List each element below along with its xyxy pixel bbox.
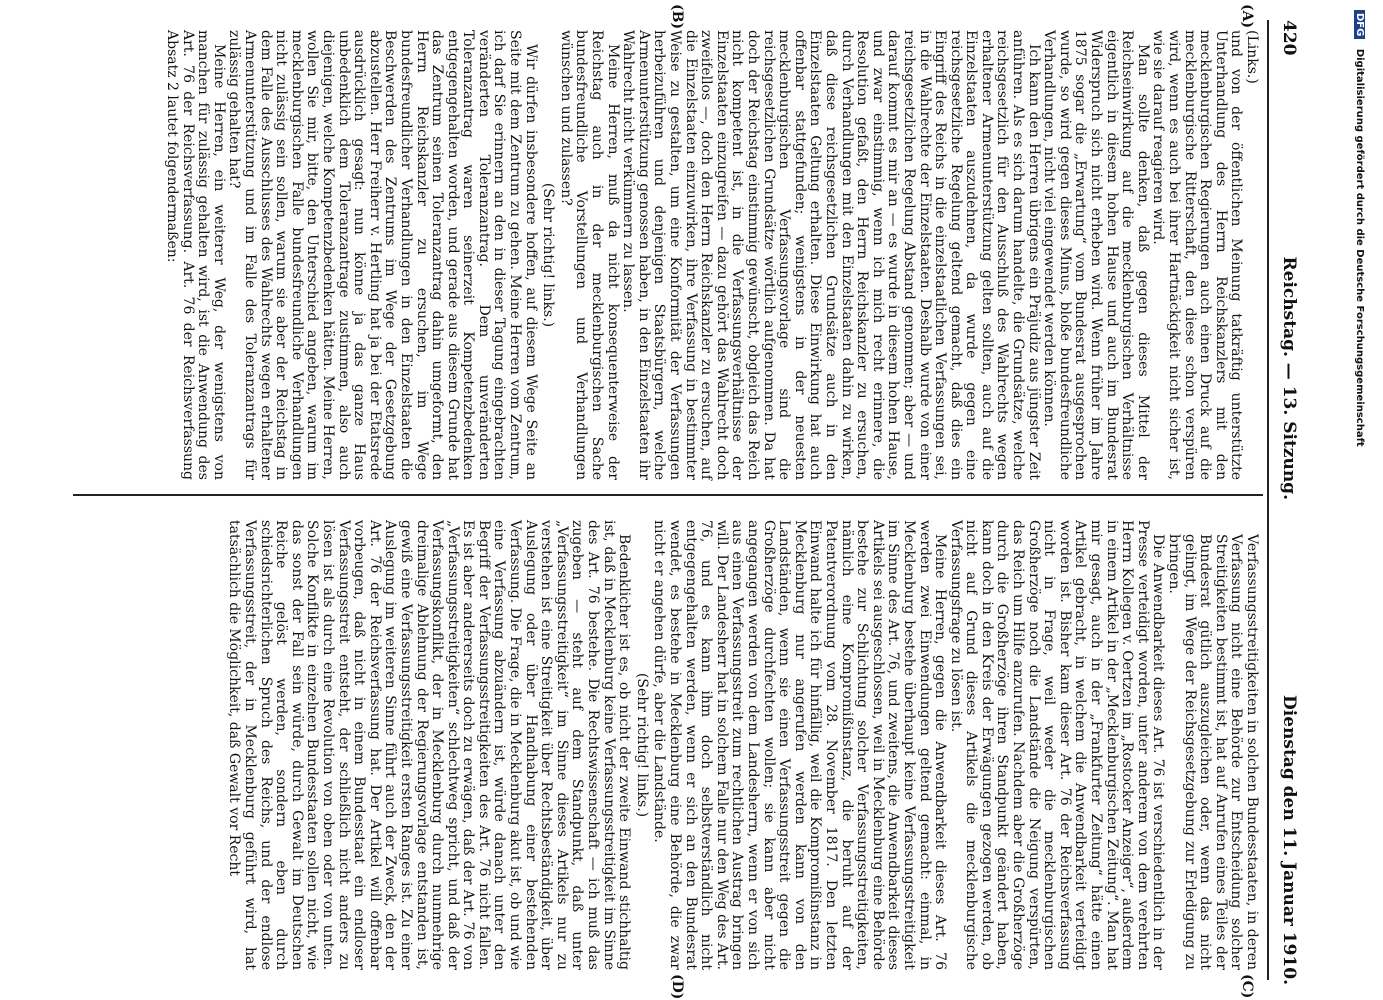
- session-title: Reichstag. — 13. Sitzung.: [1279, 256, 1299, 500]
- credit-text: Digitalisierung gefördert durch die Deutsche Forschungsgemeinschaft: [1354, 48, 1365, 447]
- paragraph: Bedenklicher ist es, ob nicht der zweite Einwand stichhaltig ist, daß in Mecklenburg keine Verfassungsstreitigkeit im Sinne des Art. 76 bestehe. Die Rechtswissenschaft — ich muß das zugeben — steht auf dem Standpunkt, daß unter „Verfassungsstreitigkeit“ im Sinne dieses Artikels nur zu verstehen ist eine Streitigkeit über Rechtsbeständigkeit, über Auslegung oder über Handhabung einer bestehenden Verfassung. Die Frage, die in Mecklenburg akut ist, ob und wie eine Verfassung abzuändern ist, würde danach unter den Begriff der Verfassungsstreitigkeiten des Art. 76 nicht fallen. Es ist aber andererseits doch zu erwägen, daß der Art. 76 von „Verfassungsstreitigkeiten“ schlechtweg spricht, und daß der Verfassungskonflikt, der in Mecklenburg durch nunmehrige dreimalige Ablehnung der Regierungsvorlage entstanden ist, gewiß eine Verfassungsstreitigkeit ersten Ranges ist. Zu einer Auslegung im weiteren Sinne führt auch der Zweck, den der Art. 76 der Reichsverfassung hat. Der Artikel will offenbar vorbeugen, daß nicht in einem Bundesstaat ein endloser Verfassungsstreit entsteht, der schließlich nicht anders zu lösen ist als durch eine Revolution von oben oder von unten. Solche Konflikte in einzelnen Bundesstaaten sollen nicht, wie das sonst der Fall sein würde, durch Gewalt im Deutschen Reiche gelöst werden, sondern eben durch schiedsrichterlichen Spruch des Reichs, und der endlose Verfassungsstreit, der in Mecklenburg geführt wird, hat tatsächlich die Möglichkeit, daß Gewalt vor Recht: [226, 520, 633, 971]
- left-column: [163, 30, 1259, 480]
- interjection: (Sehr richtig! links.): [633, 672, 650, 818]
- paragraph: Ich kann den Herren übrigens ein Präjudiz aus jüngster Zeit anführen. Als es sich darum handelte, die Grundsätze, welche reichsgesetzlich für den Ausschluß des Wahlrechts wegen erhaltener Armenunterstützung gelten sollten, auch auf die Einzelstaaten auszudehnen, da wurde gegen eine reichsgesetzliche Regelung geltend gemacht, daß dies ein Eingriff des Reichs in die einzelstaatlichen Verfassungen sei, in die Wahlrechte der Einzelstaaten. Deshalb wurde von einer reichsgesetzlichen Regelung Abstand genommen; aber — und darauf kommt es mir an — es wurde in diesem hohen Hause, und zwar einstimmig, wenn ich mich recht erinnere, die Resolution gefaßt, den Herrn Reichskanzler zu ersuchen, durch Verhandlungen mit den Einzelstaaten dahin zu wirken, daß diese reichsgesetzlichen Grundsätze auch in den Einzelstaaten Geltung erhalten. Diese Einwirkung hat auch offenbar stattgefunden; wenigstens in der neuesten mecklenburgischen Verfassungsvorlage sind die reichsgesetzlichen Grundsätze wörtlich aufgenommen. Da hat doch der Reichstag einstimmig gewünscht, obgleich das Reich nicht kompetent ist, in die Verfassungsverhältnisse der Einzelstaaten einzugreifen — dazu gehört das Wahlrecht doch zweifellos —, doch den Herrn Reichskanzler zu ersuchen, auf die Einzelstaaten einzuwirken, ihre Verfassung in bestimmter Weise zu gestalten, um eine Konformität der Verfassungen herbeizuführen und denjenigen Staatsbürgern, welche Armenunterstützung genossen haben, in den Einzelstaaten ihr Wahlrecht nicht verkümmern zu lassen.: [620, 30, 1042, 480]
- dfg-logo: DFG: [1354, 10, 1365, 39]
- digitization-credit: [1349, 10, 1365, 990]
- page-number: 420: [1279, 20, 1299, 56]
- paragraph: Meine Herren, gegen die Anwendbarkeit dieses Art. 76 werden zwei Einwendungen geltend gemacht: einmal, in Mecklenburg bestehe überhaupt keine Verfassungsstreitigkeit im Sinne des Art. 76, und zweitens, die Anwendbarkeit dieses Artikels sei ausgeschlossen, weil in Mecklenburg eine Behörde bestehe zur Schlichtung solcher Verfassungsstreitigkeiten, nämlich eine Kompromißinstanz, die beruht auf der Patentverordnung vom 28. November 1817. Den letzten Einwand halte ich für hinfällig, weil die Kompromißinstanz in Mecklenburg nur angerufen werden kann von den Landständen, wenn sie einen Verfassungsstreit gegen die Großherzöge durchfechten wollen; sie kann aber nicht angegangen werden von dem Landesherrn, wenn er von sich aus einen Verfassungsstreit zum rechtlichen Austrag bringen will. Der Landesherr hat in solchem Falle nur den Weg des Art. 76, und es kann ihm doch selbstverständlich nicht entgegengehalten werden, wenn er sich an den Bundesrat wendet, es bestehe in Mecklenburg eine Behörde, die zwar nicht er angehen dürfe, aber die Landstände.: [651, 520, 949, 970]
- interjection: (Sehr richtig! links.): [540, 182, 557, 328]
- paragraph: Meine Herren, ein weiterer Weg, der wenigstens von manchen für zulässig gehalten wird, ist die Anwendung des Art. 76 der Reichsverfassung. Art. 76 der Reichsverfassung Absatz 2 lautet folgendermaßen:: [164, 30, 227, 480]
- right-column: [226, 520, 1259, 970]
- paragraph: Man sollte denken, daß gegen dieses Mittel der Reichseinwirkung auf die mecklenburgischen Verhältnisse eigentlich in diesem hohen Hause und auch im Bundesrat Widerspruch sich nicht erheben wird. Wenn früher im Jahre 1875 sogar die „Erwartung“ vom Bundesrat ausgesprochen wurde, so wird gegen dieses Minus, bloße bundesfreundliche Verhandlungen, nicht viel eingewendet werden können.: [1041, 30, 1151, 480]
- session-date: Dienstag den 11. Januar 1910.: [1279, 695, 1299, 985]
- paragraph: Die Anwendbarkeit dieses Art. 76 ist verschiedentlich in der Presse verteidigt worden, unter anderem von dem verehrten Herrn Kollegen v. Oertzen im „Rostocker Anzeiger“, außerdem in einem Artikel in der „Mecklenburgischen Zeitung“. Man hat mir gesagt, auch in der „Frankfurter Zeitung“ hätte einen Artikel gebracht, in welchem die Anwendbarkeit verteidigt worden ist. Bisher kam dieser Art. 76 der Reichsverfassung nicht in Frage, weil weder die mecklenburgischen Großherzöge noch die Landstände die Neigung verspürten, das Reich um Hilfe anzurufen. Nachdem aber die Großherzöge durch die Großherzöge ihren Standpunkt geändert haben, kann doch in den Kreis der Erwägungen gezogen werden, ob nicht auf Grund dieses Artikels die mecklenburgische Verfassungsfrage zu lösen ist.: [947, 520, 1167, 970]
- paragraph: (Links.): [1244, 30, 1260, 84]
- margin-mark-d: (D): [669, 974, 685, 1000]
- paragraph: Meine Herren, muß da nicht konsequenterweise der Reichstag auch in der mecklenburgischen Sache bundesfreundliche Vorstellungen und Verhandlungen wünschen und zulassen?: [557, 30, 621, 480]
- page-header: [1271, 20, 1305, 985]
- column-divider: [73, 494, 1263, 496]
- margin-mark-a: (A): [1239, 4, 1255, 29]
- header-rule: [1267, 20, 1269, 980]
- rotated-page: [35, 0, 1325, 1000]
- margin-mark-b: (B): [669, 4, 685, 30]
- quotation: Verfassungsstreitigkeiten in solchen Bundesstaaten, in deren Verfassung nicht eine Behörde zur Entscheidung solcher Streitigkeiten bestimmt ist, hat auf Anrufen eines Teiles der Bundesrat gütlich auszugleichen oder, wenn das nicht gelingt, im Wege der Reichsgesetzgebung zur Erledigung zu bringen.: [1166, 534, 1260, 970]
- paragraph: Wir dürfen insbesondere hoffen, auf diesem Wege Seite an Seite mit dem Zentrum zu gehen. Meine Herren vom Zentrum, ich darf Sie erinnern an den in dieser Tagung eingebrachten veränderten Toleranzantrag. Dem unveränderten Toleranzantrag waren seinerzeit Kompetenzbedenken entgegengehalten worden, und gerade aus diesem Grunde hat das Zentrum seinen Toleranzantrag dahin umgeformt, den Herrn Reichskanzler zu ersuchen, im Wege bundesfreundlicher Verhandlungen in den Einzelstaaten die Beschwerden des Zentrums im Wege der Gesetzgebung abzustellen. Herr Freiherr v. Hertling hat ja bei der Etatsrede ausdrücklich gesagt: nun könne ja das ganze Haus unbedenklich dem Toleranzantrage zustimmen, also auch diejenigen, welche Kompetenzbedenken hätten. Meine Herren, wollen Sie mir, bitte, den Unterschied angeben, warum im mecklenburgischen Falle bundesfreundliche Verhandlungen nicht zulässig sein sollen, warum sie aber der Reichstag in dem Falle des Ausschlusses des Wahlrechts wegen erhaltener Armenunterstützung und im Falle des Toleranzantrags für zulässig gehalten hat?: [226, 30, 539, 480]
- paragraph: und von der öffentlichen Meinung tatkräftig unterstützte Unterhandlung des Herrn Reichskanzlers mit den mecklenburgischen Regierungen auch einen Druck auf die mecklenburgische Ritterschaft, den diese schon verspüren wird, wenn es auch bei ihrer Hartnäckigkeit nicht sicher ist, wie sie darauf reagieren wird.: [1150, 30, 1245, 480]
- margin-mark-c: (C): [1239, 974, 1255, 999]
